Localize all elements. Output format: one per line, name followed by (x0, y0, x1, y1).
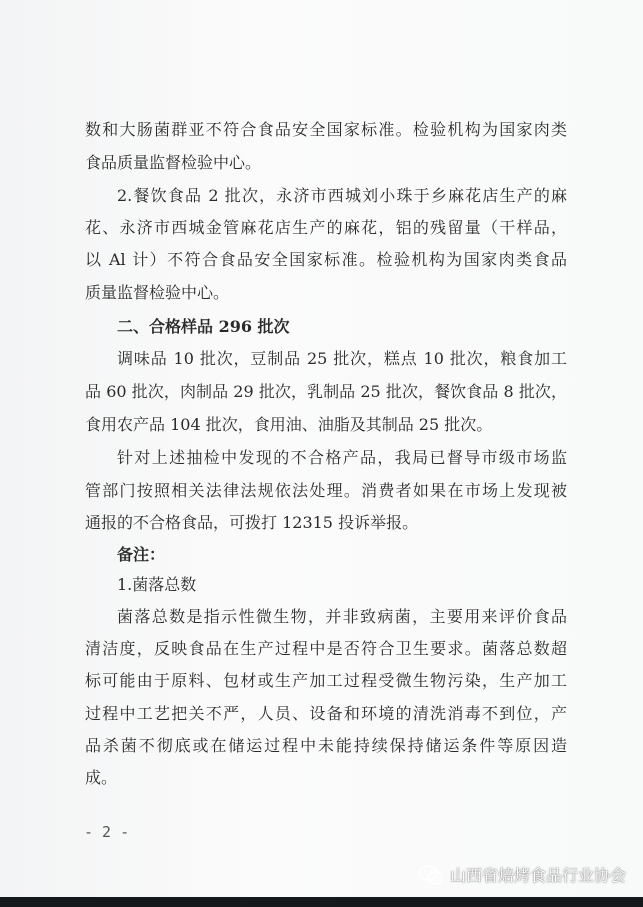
page-number: - 2 - (84, 823, 130, 841)
text-line: 1.菌落总数 (117, 575, 197, 594)
text-line: 质量监督检验中心。 (85, 283, 230, 302)
text-line: 品 60 批次，肉制品 29 批次，乳制品 25 批次，餐饮食品 8 批次， (85, 382, 567, 401)
text-line: 成。 (85, 768, 118, 787)
text-line: 管部门按照相关法律法规依法处理。消费者如果在市场上发现被 (85, 481, 567, 500)
text-line: 以 Al 计）不符合食品安全国家标准。检验机构为国家肉类食品 (85, 250, 567, 269)
text-line: 标可能由于原料、包材或生产加工过程受微生物污染，生产加工 (85, 671, 567, 690)
wechat-icon (418, 864, 444, 886)
bottom-bar (0, 897, 643, 907)
text-line: 花、永济市西城金管麻花店生产的麻花，铝的残留量（干样品， (85, 218, 567, 237)
text-line: 清洁度，反映食品在生产过程中是否符合卫生要求。菌落总数超 (85, 639, 567, 658)
text-line: 品杀菌不彻底或在储运过程中未能持续保持储运条件等原因造 (85, 736, 567, 755)
text-line: 食品质量监督检验中心。 (85, 153, 262, 172)
text-line: 数和大肠菌群亚不符合食品安全国家标准。检验机构为国家肉类 (85, 120, 567, 139)
text-line: 通报的不合格食品，可拨打 12315 投诉举报。 (85, 513, 419, 532)
watermark (418, 863, 626, 886)
text-line: 食用农产品 104 批次，食用油、油脂及其制品 25 批次。 (85, 415, 493, 434)
text-line: 调味品 10 批次，豆制品 25 批次，糕点 10 批次，粮食加工 (117, 349, 567, 368)
watermark-text: 山西省焙烤食品行业协会 (450, 866, 627, 885)
text-line: 2.餐饮食品 2 批次，永济市西城刘小珠于乡麻花店生产的麻 (117, 186, 567, 205)
text-line: 针对上述抽检中发现的不合格产品，我局已督导市级市场监 (117, 448, 567, 467)
text-line: 备注： (117, 545, 166, 564)
text-line: 菌落总数是指示性微生物，并非致病菌，主要用来评价食品 (117, 607, 567, 626)
text-line: 二、合格样品 296 批次 (117, 317, 290, 336)
text-line: 过程中工艺把关不严，人员、设备和环境的清洗消毒不到位，产 (85, 704, 567, 723)
